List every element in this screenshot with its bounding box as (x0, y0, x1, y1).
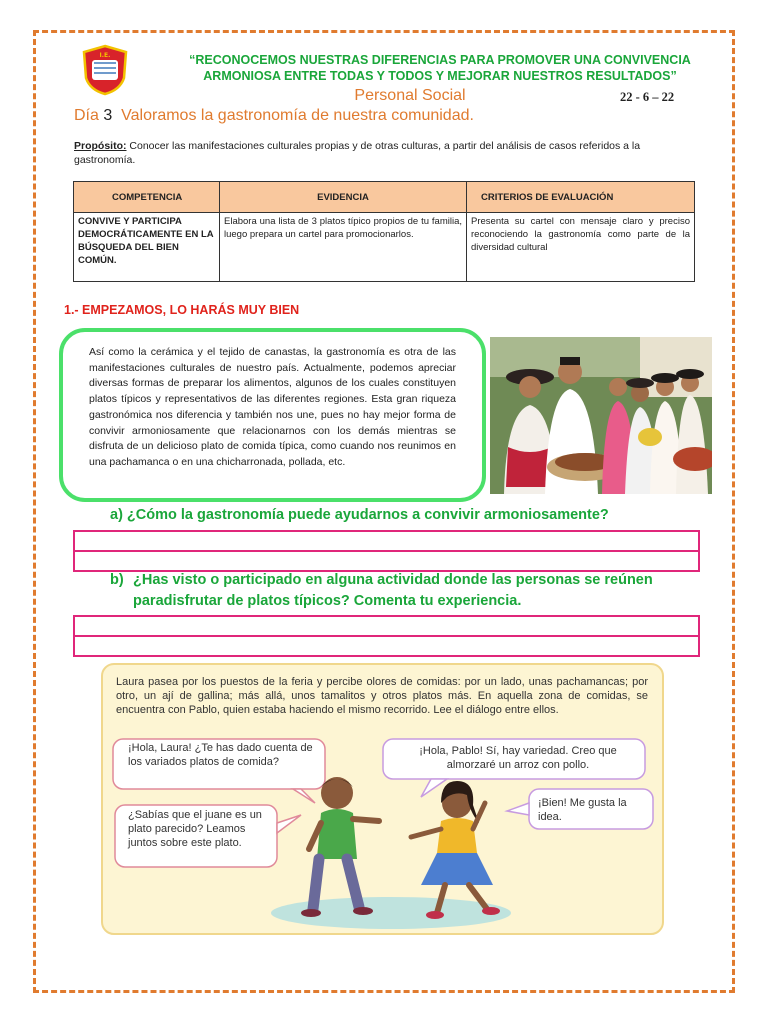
speech-bubble-pablo-2: ¿Sabías que el juane es un plato parecido? Leamos juntos sobre este plato. (128, 809, 262, 850)
school-motto: “RECONOCEMOS NUESTRAS DIFERENCIAS PARA PROMOVER UNA CONVIVENCIA ARMONIOSA ENTRE TODAS Y TODOS Y MEJORAR NUESTROS RESULTADOS” (189, 53, 691, 83)
header-evidencia: EVIDENCIA (220, 182, 467, 213)
answer-line[interactable] (75, 550, 698, 570)
answer-line[interactable] (75, 532, 698, 550)
header-criterios: CRITERIOS DE EVALUACIÓN (467, 182, 695, 213)
speech-bubble-laura-2: ¡Bien! Me gusta la idea. (538, 797, 627, 824)
cell-criterios: Presenta su cartel con mensaje claro y preciso reconociendo la gastronomía como parte de la diversidad cultural (467, 213, 695, 282)
question-b-letter: b) (110, 572, 124, 588)
answer-box-a[interactable] (73, 530, 700, 572)
answer-line[interactable] (75, 617, 698, 635)
lesson-date: 22 - 6 – 22 (620, 90, 675, 104)
intro-text-box (59, 328, 486, 502)
svg-text:I.E.: I.E. (99, 52, 111, 59)
school-logo (80, 44, 130, 96)
question-b-line2: paradisfrutar de platos típicos? Comenta tu experiencia. (133, 593, 522, 609)
question-b (110, 570, 710, 612)
purpose (74, 139, 702, 167)
purpose-text: Conocer las manifestaciones culturales propias y de otras culturas, a partir del análisis de casos referidos a la gastronomía. (74, 140, 641, 166)
day-title: Valoramos la gastronomía de nuestra comunidad. (121, 107, 474, 124)
question-b-line1: ¿Has visto o participado en alguna actividad donde las personas se reúnen (133, 572, 653, 588)
speech-bubble-pablo-1: ¡Hola, Laura! ¿Te has dado cuenta de los variados platos de comida? (128, 742, 313, 769)
day-number: 3 (103, 107, 113, 124)
gastronomy-photo (490, 337, 712, 494)
story-narration: Laura pasea por los puestos de la feria y percibe olores de comidas: por un lado, unas pachamancas; por otro, un ají de gallina; más allá, unos tamalitos y otros platos más. En aquella zona de comidas, se encuentra con Pablo, quien estaba haciendo el mismo recorrido. Lee el diálogo entre ellos. (116, 676, 648, 717)
lesson-title (74, 107, 474, 125)
section-title: 1.- EMPEZAMOS, LO HARÁS MUY BIEN (64, 303, 300, 317)
subject-area: Personal Social (354, 87, 466, 104)
purpose-label: Propósito: (74, 140, 127, 152)
day-label: Día (74, 107, 99, 124)
header-competencia: COMPETENCIA (74, 182, 220, 213)
answer-line[interactable] (75, 635, 698, 655)
competency-table (73, 181, 695, 282)
question-a: a) ¿Cómo la gastronomía puede ayudarnos a convivir armoniosamente? (110, 507, 609, 523)
cell-evidencia: Elabora una lista de 3 platos típico propios de tu familia, luego prepara un cartel para promocionarlos. (220, 213, 467, 282)
intro-paragraph: Así como la cerámica y el tejido de canastas, la gastronomía es otra de las manifestaciones culturales de nuestro país. Actualmente, podemos apreciar diversas formas de preparar los alimentos, algunos de los cuales constituyen platos típicos y representativos de las diferentes regiones. Esta gran riqueza gastronómica nos diferencia y también nos une, pues no hay mejor forma de convivir armoniosamente que relacionarnos con los demás mientras se disfruta de un delicioso plato de comida típica, como cuando nos reunimos en una pachamanca o en una chicharronada, pollada, etc. (89, 346, 456, 468)
answer-box-b[interactable] (73, 615, 700, 657)
cell-competencia: CONVIVE Y PARTICIPA DEMOCRÁTICAMENTE EN LA BÚSQUEDA DEL BIEN COMÚN. (74, 213, 220, 282)
speech-bubble-laura-1: ¡Hola, Pablo! Sí, hay variedad. Creo que almorzaré un arroz con pollo. (419, 745, 617, 772)
